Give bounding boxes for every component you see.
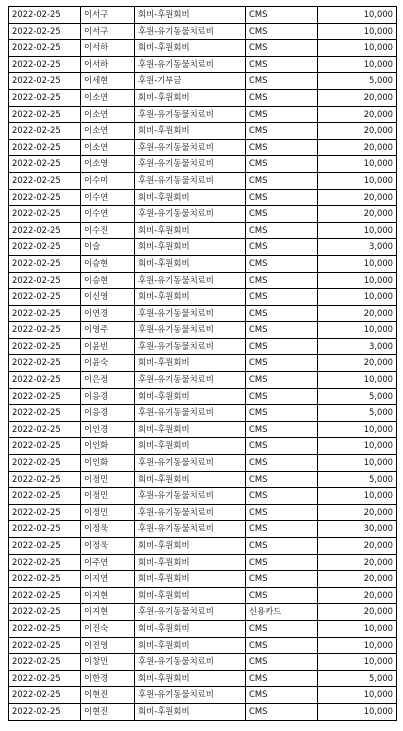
table-row — [9, 7, 397, 24]
name-cell: 이승현 — [81, 272, 135, 289]
amount-cell: 10,000 — [318, 172, 397, 189]
method-cell: CMS — [246, 421, 318, 438]
method-cell: CMS — [246, 7, 318, 24]
method-cell: CMS — [246, 222, 318, 239]
date-cell: 2022-02-25 — [9, 189, 81, 206]
name-cell: 이수미 — [81, 172, 135, 189]
amount-cell: 10,000 — [318, 40, 397, 57]
date-cell: 2022-02-25 — [9, 554, 81, 571]
method-cell: CMS — [246, 73, 318, 90]
item-cell: 후원-유기동물치료비 — [135, 654, 246, 671]
date-cell: 2022-02-25 — [9, 654, 81, 671]
date-cell: 2022-02-25 — [9, 372, 81, 389]
date-cell: 2022-02-25 — [9, 56, 81, 73]
date-cell: 2022-02-25 — [9, 504, 81, 521]
method-cell: CMS — [246, 654, 318, 671]
table-row — [9, 56, 397, 73]
date-cell: 2022-02-25 — [9, 23, 81, 40]
table-row — [9, 305, 397, 322]
amount-cell: 10,000 — [318, 421, 397, 438]
table-row — [9, 604, 397, 621]
amount-cell: 20,000 — [318, 587, 397, 604]
item-cell: 회비-후원회비 — [135, 587, 246, 604]
name-cell: 이인경 — [81, 421, 135, 438]
amount-cell: 10,000 — [318, 455, 397, 472]
method-cell: CMS — [246, 322, 318, 339]
table-row — [9, 421, 397, 438]
amount-cell: 20,000 — [318, 571, 397, 588]
amount-cell: 20,000 — [318, 106, 397, 123]
item-cell: 회비-후원회비 — [135, 239, 246, 256]
table-row — [9, 139, 397, 156]
name-cell: 이창민 — [81, 654, 135, 671]
name-cell: 이현진 — [81, 687, 135, 704]
method-cell: CMS — [246, 106, 318, 123]
date-cell: 2022-02-25 — [9, 89, 81, 106]
name-cell: 이은정 — [81, 372, 135, 389]
method-cell: CMS — [246, 687, 318, 704]
amount-cell: 20,000 — [318, 189, 397, 206]
date-cell: 2022-02-25 — [9, 421, 81, 438]
table-row — [9, 504, 397, 521]
method-cell: CMS — [246, 40, 318, 57]
name-cell: 이현진 — [81, 703, 135, 720]
method-cell: CMS — [246, 587, 318, 604]
table-row — [9, 670, 397, 687]
table-row — [9, 620, 397, 637]
item-cell: 회비-후원회비 — [135, 538, 246, 555]
table-row — [9, 338, 397, 355]
method-cell: CMS — [246, 488, 318, 505]
item-cell: 후원-유기동물치료비 — [135, 272, 246, 289]
name-cell: 이서하 — [81, 40, 135, 57]
table-row — [9, 255, 397, 272]
name-cell: 이진영 — [81, 637, 135, 654]
name-cell: 이지현 — [81, 604, 135, 621]
item-cell: 후원-유기동물치료비 — [135, 338, 246, 355]
method-cell: CMS — [246, 206, 318, 223]
method-cell: CMS — [246, 670, 318, 687]
item-cell: 회비-후원회비 — [135, 189, 246, 206]
name-cell: 이수연 — [81, 206, 135, 223]
table-row — [9, 571, 397, 588]
date-cell: 2022-02-25 — [9, 7, 81, 24]
method-cell: CMS — [246, 455, 318, 472]
item-cell: 회비-후원회비 — [135, 554, 246, 571]
name-cell: 이신영 — [81, 289, 135, 306]
method-cell: CMS — [246, 239, 318, 256]
date-cell: 2022-02-25 — [9, 156, 81, 173]
method-cell: CMS — [246, 139, 318, 156]
item-cell: 회비-후원회비 — [135, 637, 246, 654]
method-cell: CMS — [246, 189, 318, 206]
method-cell: CMS — [246, 23, 318, 40]
date-cell: 2022-02-25 — [9, 687, 81, 704]
donation-ledger — [8, 6, 396, 721]
date-cell: 2022-02-25 — [9, 73, 81, 90]
item-cell: 회비-후원회비 — [135, 7, 246, 24]
item-cell: 회비-후원회비 — [135, 89, 246, 106]
table-row — [9, 687, 397, 704]
name-cell: 이윤숙 — [81, 355, 135, 372]
method-cell: CMS — [246, 305, 318, 322]
table-row — [9, 73, 397, 90]
amount-cell: 10,000 — [318, 703, 397, 720]
item-cell: 후원-유기동물치료비 — [135, 23, 246, 40]
name-cell: 이응경 — [81, 388, 135, 405]
date-cell: 2022-02-25 — [9, 538, 81, 555]
item-cell: 후원-유기동물치료비 — [135, 604, 246, 621]
date-cell: 2022-02-25 — [9, 172, 81, 189]
date-cell: 2022-02-25 — [9, 338, 81, 355]
name-cell: 이지현 — [81, 587, 135, 604]
item-cell: 후원-유기동물치료비 — [135, 156, 246, 173]
method-cell: CMS — [246, 123, 318, 140]
item-cell: 회비-후원회비 — [135, 355, 246, 372]
method-cell: CMS — [246, 620, 318, 637]
date-cell: 2022-02-25 — [9, 272, 81, 289]
method-cell: CMS — [246, 172, 318, 189]
date-cell: 2022-02-25 — [9, 587, 81, 604]
amount-cell: 10,000 — [318, 654, 397, 671]
date-cell: 2022-02-25 — [9, 123, 81, 140]
date-cell: 2022-02-25 — [9, 488, 81, 505]
table-row — [9, 355, 397, 372]
table-body — [9, 7, 397, 721]
item-cell: 회비-후원회비 — [135, 388, 246, 405]
name-cell: 이승현 — [81, 255, 135, 272]
table-row — [9, 405, 397, 422]
amount-cell: 5,000 — [318, 388, 397, 405]
amount-cell: 30,000 — [318, 521, 397, 538]
name-cell: 이슬 — [81, 239, 135, 256]
amount-cell: 3,000 — [318, 239, 397, 256]
donation-table — [8, 6, 397, 721]
method-cell: CMS — [246, 272, 318, 289]
name-cell: 이정민 — [81, 488, 135, 505]
name-cell: 이정민 — [81, 504, 135, 521]
name-cell: 이영주 — [81, 322, 135, 339]
table-row — [9, 156, 397, 173]
amount-cell: 10,000 — [318, 438, 397, 455]
method-cell: CMS — [246, 521, 318, 538]
date-cell: 2022-02-25 — [9, 521, 81, 538]
name-cell: 이세현 — [81, 73, 135, 90]
amount-cell: 10,000 — [318, 687, 397, 704]
method-cell: CMS — [246, 156, 318, 173]
table-row — [9, 23, 397, 40]
method-cell: CMS — [246, 338, 318, 355]
date-cell: 2022-02-25 — [9, 305, 81, 322]
table-row — [9, 289, 397, 306]
table-row — [9, 471, 397, 488]
item-cell: 회비-후원회비 — [135, 620, 246, 637]
item-cell: 회비-후원회비 — [135, 40, 246, 57]
table-row — [9, 222, 397, 239]
table-row — [9, 239, 397, 256]
item-cell: 회비-후원회비 — [135, 670, 246, 687]
item-cell: 회비-후원회비 — [135, 703, 246, 720]
table-row — [9, 388, 397, 405]
item-cell: 후원-유기동물치료비 — [135, 106, 246, 123]
table-row — [9, 587, 397, 604]
date-cell: 2022-02-25 — [9, 571, 81, 588]
item-cell: 후원-유기동물치료비 — [135, 455, 246, 472]
amount-cell: 5,000 — [318, 405, 397, 422]
date-cell: 2022-02-25 — [9, 139, 81, 156]
table-row — [9, 538, 397, 555]
amount-cell: 20,000 — [318, 89, 397, 106]
item-cell: 회비-후원회비 — [135, 571, 246, 588]
table-row — [9, 322, 397, 339]
amount-cell: 20,000 — [318, 538, 397, 555]
amount-cell: 10,000 — [318, 620, 397, 637]
name-cell: 이서하 — [81, 56, 135, 73]
amount-cell: 3,000 — [318, 338, 397, 355]
date-cell: 2022-02-25 — [9, 255, 81, 272]
table-row — [9, 189, 397, 206]
table-row — [9, 206, 397, 223]
table-row — [9, 272, 397, 289]
method-cell: CMS — [246, 405, 318, 422]
table-row — [9, 123, 397, 140]
amount-cell: 20,000 — [318, 139, 397, 156]
item-cell: 후원-유기동물치료비 — [135, 372, 246, 389]
item-cell: 회비-후원회비 — [135, 289, 246, 306]
date-cell: 2022-02-25 — [9, 40, 81, 57]
table-row — [9, 372, 397, 389]
table-row — [9, 703, 397, 720]
amount-cell: 5,000 — [318, 670, 397, 687]
name-cell: 이응경 — [81, 405, 135, 422]
table-row — [9, 521, 397, 538]
amount-cell: 5,000 — [318, 73, 397, 90]
item-cell: 회비-후원회비 — [135, 255, 246, 272]
table-row — [9, 488, 397, 505]
item-cell: 회비-후원회비 — [135, 471, 246, 488]
method-cell: CMS — [246, 637, 318, 654]
name-cell: 이윤빈 — [81, 338, 135, 355]
name-cell: 이주연 — [81, 554, 135, 571]
name-cell: 이소연 — [81, 89, 135, 106]
table-row — [9, 106, 397, 123]
amount-cell: 20,000 — [318, 504, 397, 521]
item-cell: 후원-유기동물치료비 — [135, 504, 246, 521]
item-cell: 후원-유기동물치료비 — [135, 521, 246, 538]
name-cell: 이연경 — [81, 305, 135, 322]
method-cell: CMS — [246, 255, 318, 272]
amount-cell: 10,000 — [318, 272, 397, 289]
amount-cell: 10,000 — [318, 23, 397, 40]
date-cell: 2022-02-25 — [9, 620, 81, 637]
method-cell: CMS — [246, 289, 318, 306]
method-cell: CMS — [246, 471, 318, 488]
table-row — [9, 89, 397, 106]
name-cell: 이서구 — [81, 7, 135, 24]
date-cell: 2022-02-25 — [9, 222, 81, 239]
item-cell: 회비-후원회비 — [135, 123, 246, 140]
amount-cell: 20,000 — [318, 305, 397, 322]
date-cell: 2022-02-25 — [9, 106, 81, 123]
date-cell: 2022-02-25 — [9, 604, 81, 621]
date-cell: 2022-02-25 — [9, 388, 81, 405]
amount-cell: 10,000 — [318, 56, 397, 73]
amount-cell: 10,000 — [318, 222, 397, 239]
table-row — [9, 455, 397, 472]
amount-cell: 10,000 — [318, 637, 397, 654]
item-cell: 회비-후원회비 — [135, 438, 246, 455]
table-row — [9, 554, 397, 571]
method-cell: CMS — [246, 703, 318, 720]
item-cell: 후원-유기동물치료비 — [135, 322, 246, 339]
amount-cell: 10,000 — [318, 289, 397, 306]
name-cell: 이소연 — [81, 123, 135, 140]
name-cell: 이수연 — [81, 189, 135, 206]
name-cell: 이지연 — [81, 571, 135, 588]
method-cell: CMS — [246, 372, 318, 389]
amount-cell: 20,000 — [318, 604, 397, 621]
date-cell: 2022-02-25 — [9, 703, 81, 720]
name-cell: 이정욱 — [81, 538, 135, 555]
amount-cell: 20,000 — [318, 554, 397, 571]
amount-cell: 20,000 — [318, 355, 397, 372]
amount-cell: 10,000 — [318, 7, 397, 24]
date-cell: 2022-02-25 — [9, 455, 81, 472]
item-cell: 후원-유기동물치료비 — [135, 488, 246, 505]
name-cell: 이인화 — [81, 455, 135, 472]
name-cell: 이서구 — [81, 23, 135, 40]
item-cell: 후원-유기동물치료비 — [135, 172, 246, 189]
name-cell: 이소영 — [81, 156, 135, 173]
name-cell: 이수진 — [81, 222, 135, 239]
item-cell: 회비-후원회비 — [135, 421, 246, 438]
item-cell: 후원-유기동물치료비 — [135, 405, 246, 422]
item-cell: 후원-유기동물치료비 — [135, 139, 246, 156]
item-cell: 후원-유기동물치료비 — [135, 687, 246, 704]
date-cell: 2022-02-25 — [9, 471, 81, 488]
method-cell: CMS — [246, 56, 318, 73]
name-cell: 이진숙 — [81, 620, 135, 637]
item-cell: 후원-유기동물치료비 — [135, 56, 246, 73]
date-cell: 2022-02-25 — [9, 355, 81, 372]
name-cell: 이정욱 — [81, 521, 135, 538]
method-cell: CMS — [246, 89, 318, 106]
date-cell: 2022-02-25 — [9, 637, 81, 654]
amount-cell: 10,000 — [318, 255, 397, 272]
name-cell: 이한경 — [81, 670, 135, 687]
amount-cell: 5,000 — [318, 471, 397, 488]
name-cell: 이소연 — [81, 139, 135, 156]
amount-cell: 10,000 — [318, 322, 397, 339]
method-cell: CMS — [246, 388, 318, 405]
method-cell: 신용카드 — [246, 604, 318, 621]
amount-cell: 10,000 — [318, 488, 397, 505]
method-cell: CMS — [246, 554, 318, 571]
item-cell: 회비-후원회비 — [135, 222, 246, 239]
table-row — [9, 172, 397, 189]
date-cell: 2022-02-25 — [9, 239, 81, 256]
item-cell: 후원-유기동물치료비 — [135, 305, 246, 322]
table-row — [9, 637, 397, 654]
method-cell: CMS — [246, 538, 318, 555]
method-cell: CMS — [246, 438, 318, 455]
amount-cell: 20,000 — [318, 206, 397, 223]
amount-cell: 10,000 — [318, 372, 397, 389]
table-row — [9, 654, 397, 671]
date-cell: 2022-02-25 — [9, 670, 81, 687]
date-cell: 2022-02-25 — [9, 405, 81, 422]
table-row — [9, 438, 397, 455]
date-cell: 2022-02-25 — [9, 322, 81, 339]
table-row — [9, 40, 397, 57]
name-cell: 이인화 — [81, 438, 135, 455]
date-cell: 2022-02-25 — [9, 206, 81, 223]
amount-cell: 20,000 — [318, 123, 397, 140]
amount-cell: 10,000 — [318, 156, 397, 173]
method-cell: CMS — [246, 355, 318, 372]
method-cell: CMS — [246, 571, 318, 588]
method-cell: CMS — [246, 504, 318, 521]
item-cell: 후원-유기동물치료비 — [135, 206, 246, 223]
name-cell: 이소연 — [81, 106, 135, 123]
name-cell: 이정민 — [81, 471, 135, 488]
item-cell: 후원-기부금 — [135, 73, 246, 90]
date-cell: 2022-02-25 — [9, 438, 81, 455]
date-cell: 2022-02-25 — [9, 289, 81, 306]
